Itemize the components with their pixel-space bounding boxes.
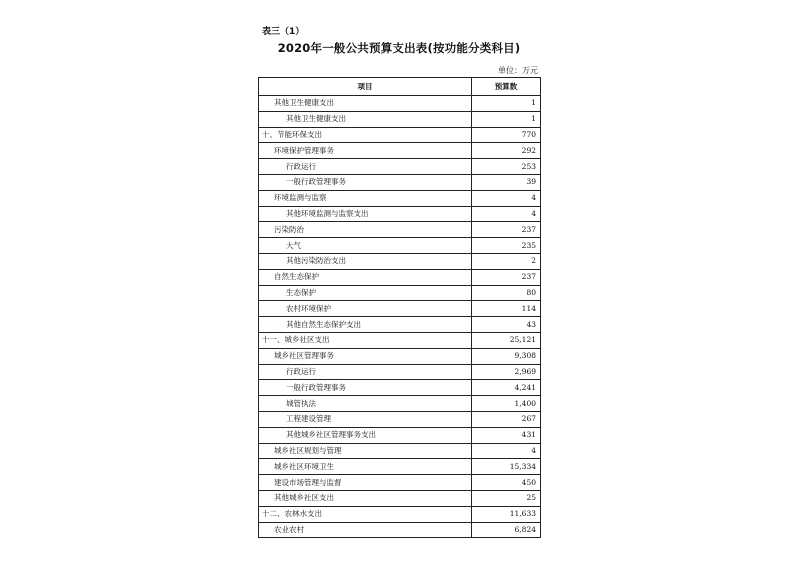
- table-row: [259, 253, 541, 269]
- row-budget-value: 4: [472, 206, 541, 222]
- row-item-name: 行政运行: [259, 159, 472, 175]
- row-item-name: 城管执法: [259, 396, 472, 412]
- row-item-name: 其他卫生健康支出: [259, 96, 472, 112]
- row-item-name: 农业农村: [259, 522, 472, 538]
- column-header-amount: 预算数: [472, 78, 541, 96]
- table-row: [259, 206, 541, 222]
- row-budget-value: 39: [472, 174, 541, 190]
- row-budget-value: 80: [472, 285, 541, 301]
- table-row: [259, 506, 541, 522]
- row-budget-value: 1: [472, 111, 541, 127]
- row-budget-value: 4: [472, 443, 541, 459]
- row-budget-value: 237: [472, 222, 541, 238]
- row-item-name: 十、节能环保支出: [259, 127, 472, 143]
- row-item-name: 十二、农林水支出: [259, 506, 472, 522]
- row-budget-value: 235: [472, 238, 541, 254]
- table-row: [259, 159, 541, 175]
- row-item-name: 自然生态保护: [259, 269, 472, 285]
- row-budget-value: 770: [472, 127, 541, 143]
- table-row: [259, 490, 541, 506]
- budget-table: [258, 77, 541, 538]
- table-row: [259, 143, 541, 159]
- row-budget-value: 4,241: [472, 380, 541, 396]
- table-row: [259, 459, 541, 475]
- unit-label: 单位：万元: [498, 66, 538, 75]
- row-budget-value: 11,633: [472, 506, 541, 522]
- table-row: [259, 317, 541, 333]
- table-row: [259, 348, 541, 364]
- table-row: [259, 174, 541, 190]
- row-item-name: 大气: [259, 238, 472, 254]
- row-budget-value: 43: [472, 317, 541, 333]
- row-item-name: 十一、城乡社区支出: [259, 332, 472, 348]
- column-header-item: 项目: [259, 78, 472, 96]
- row-item-name: 农村环境保护: [259, 301, 472, 317]
- table-row: [259, 380, 541, 396]
- page-title: 2020年一般公共预算支出表(按功能分类科目): [277, 41, 521, 55]
- row-item-name: 污染防治: [259, 222, 472, 238]
- row-item-name: 一般行政管理事务: [259, 174, 472, 190]
- row-budget-value: 25,121: [472, 332, 541, 348]
- table-row: [259, 190, 541, 206]
- row-item-name: 行政运行: [259, 364, 472, 380]
- row-item-name: 工程建设管理: [259, 411, 472, 427]
- table-row: [259, 443, 541, 459]
- table-row: [259, 96, 541, 112]
- row-budget-value: 25: [472, 490, 541, 506]
- row-item-name: 一般行政管理事务: [259, 380, 472, 396]
- table-row: [259, 475, 541, 491]
- row-budget-value: 4: [472, 190, 541, 206]
- table-row: [259, 127, 541, 143]
- table-row: [259, 222, 541, 238]
- row-item-name: 建设市场管理与监督: [259, 475, 472, 491]
- row-budget-value: 1,400: [472, 396, 541, 412]
- row-budget-value: 2: [472, 253, 541, 269]
- table-body: [259, 96, 541, 538]
- row-item-name: 其他卫生健康支出: [259, 111, 472, 127]
- row-item-name: 其他污染防治支出: [259, 253, 472, 269]
- table-row: [259, 522, 541, 538]
- table-id: 表三（1）: [262, 27, 305, 37]
- table-row: [259, 285, 541, 301]
- row-item-name: 环境保护管理事务: [259, 143, 472, 159]
- row-budget-value: 2,969: [472, 364, 541, 380]
- table-row: [259, 332, 541, 348]
- table-row: [259, 411, 541, 427]
- row-item-name: 城乡社区环境卫生: [259, 459, 472, 475]
- table-row: [259, 111, 541, 127]
- row-budget-value: 9,308: [472, 348, 541, 364]
- row-budget-value: 431: [472, 427, 541, 443]
- row-budget-value: 253: [472, 159, 541, 175]
- row-item-name: 其他自然生态保护支出: [259, 317, 472, 333]
- table-row: [259, 301, 541, 317]
- table-row: [259, 396, 541, 412]
- row-budget-value: 450: [472, 475, 541, 491]
- row-item-name: 其他环境监测与监察支出: [259, 206, 472, 222]
- row-budget-value: 1: [472, 96, 541, 112]
- table-row: [259, 427, 541, 443]
- table-row: [259, 238, 541, 254]
- table-row: [259, 269, 541, 285]
- row-item-name: 城乡社区管理事务: [259, 348, 472, 364]
- row-budget-value: 15,334: [472, 459, 541, 475]
- table-row: [259, 364, 541, 380]
- row-budget-value: 292: [472, 143, 541, 159]
- row-item-name: 生态保护: [259, 285, 472, 301]
- table-header-row: [259, 78, 541, 96]
- row-item-name: 其他城乡社区管理事务支出: [259, 427, 472, 443]
- row-budget-value: 6,824: [472, 522, 541, 538]
- row-item-name: 其他城乡社区支出: [259, 490, 472, 506]
- row-budget-value: 267: [472, 411, 541, 427]
- row-budget-value: 237: [472, 269, 541, 285]
- row-budget-value: 114: [472, 301, 541, 317]
- row-item-name: 城乡社区规划与管理: [259, 443, 472, 459]
- row-item-name: 环境监测与监察: [259, 190, 472, 206]
